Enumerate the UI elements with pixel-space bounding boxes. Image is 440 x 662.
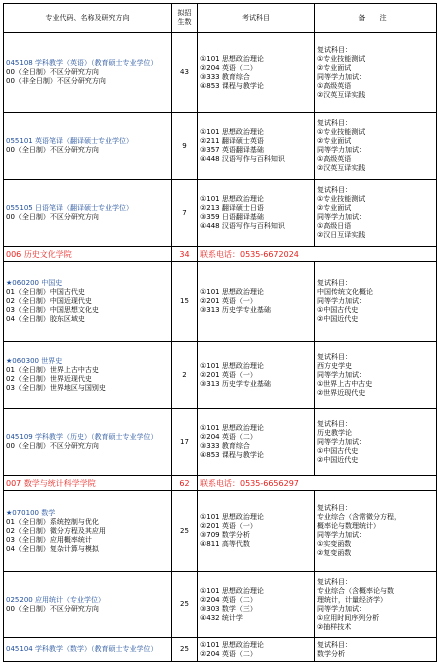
program-title: 055101 英语笔译（翻译硕士专业学位） bbox=[6, 137, 133, 145]
exam-line: ③333 教育综合 bbox=[200, 442, 250, 450]
note-line: 概率论与数理统计） bbox=[317, 522, 380, 530]
exam-line: ②204 英语（二） bbox=[200, 63, 257, 72]
note-line: ①专业技能测试 bbox=[317, 128, 366, 136]
exam-line: ③357 英语翻译基础 bbox=[200, 146, 264, 154]
table-row bbox=[4, 113, 437, 180]
section-row bbox=[4, 476, 437, 491]
exam-subjects bbox=[198, 491, 315, 572]
exam-line: ④448 汉语写作与百科知识 bbox=[200, 155, 285, 163]
exam-subjects bbox=[198, 409, 315, 476]
exam-line: ①101 思想政治理论 bbox=[200, 640, 264, 649]
exam-line: ①101 思想政治理论 bbox=[200, 195, 264, 203]
exam-line: ②201 英语（一） bbox=[200, 370, 257, 379]
note-line: 中国传统文化概论 bbox=[317, 288, 373, 296]
note-line: ②汉英互译实践 bbox=[317, 164, 366, 172]
program-cell bbox=[4, 572, 172, 638]
exam-line: ②211 翻译硕士英语 bbox=[200, 137, 264, 145]
exam-subjects bbox=[198, 33, 315, 113]
exam-line: ②201 英语（一） bbox=[200, 297, 257, 305]
exam-line: ④853 课程与教学论 bbox=[200, 81, 264, 90]
exam-line: ②204 英语（二） bbox=[200, 433, 257, 441]
enrollment-count: 15 bbox=[172, 262, 198, 342]
note-line: 复试科目： bbox=[317, 352, 352, 361]
program-cell bbox=[4, 409, 172, 476]
enrollment-count: 17 bbox=[172, 409, 198, 476]
enrollment-count: 25 bbox=[172, 491, 198, 572]
note-line: 复试科目： bbox=[317, 419, 352, 428]
program-title: 025200 应用统计（专业学位） bbox=[6, 595, 105, 604]
section-row bbox=[4, 247, 437, 262]
notes-cell bbox=[315, 342, 437, 409]
direction-line: 01（全日制）系统控制与优化 bbox=[6, 517, 99, 526]
note-line: ②中国近代史 bbox=[317, 455, 359, 464]
program-title: ★060200 中国史 bbox=[6, 279, 63, 287]
note-line: 同等学力加试： bbox=[317, 72, 366, 81]
section-contact: 联系电话：0535-6656297 bbox=[198, 476, 437, 491]
program-title: 055105 日语笔译（翻译硕士专业学位） bbox=[6, 204, 133, 212]
note-line: 复试科目： bbox=[317, 45, 352, 54]
note-line: ①高级英语 bbox=[317, 155, 352, 163]
exam-line: ③709 数学分析 bbox=[200, 531, 250, 539]
note-line: 数学分析 bbox=[317, 649, 345, 658]
program-cell bbox=[4, 342, 172, 409]
program-cell bbox=[4, 33, 172, 113]
program-title: 045108 学科教学（英语）（教育硕士专业学位） bbox=[6, 59, 158, 67]
header-count: 拟招 生数 bbox=[172, 4, 198, 33]
direction-line: 02（全日制）中国近现代史 bbox=[6, 297, 92, 305]
notes-cell bbox=[315, 262, 437, 342]
exam-subjects bbox=[198, 342, 315, 409]
notes-cell bbox=[315, 491, 437, 572]
direction-line: 00（非全日制）不区分研究方向 bbox=[6, 77, 106, 85]
program-cell bbox=[4, 113, 172, 180]
exam-line: ④811 高等代数 bbox=[200, 540, 250, 548]
exam-line: ③303 数学（三） bbox=[200, 604, 257, 613]
exam-line: ③313 历史学专业基础 bbox=[200, 379, 271, 388]
direction-line: 02（全日制）微分方程及其应用 bbox=[6, 526, 106, 535]
note-line: 同等学力加试： bbox=[317, 146, 366, 154]
exam-line: ①101 思想政治理论 bbox=[200, 424, 264, 432]
note-line: 同等学力加试： bbox=[317, 604, 366, 613]
program-title: ★070100 数学 bbox=[6, 508, 56, 517]
exam-line: ④448 汉语写作与百科知识 bbox=[200, 222, 285, 230]
program-title: 045104 学科教学（数学）（教育硕士专业学位） bbox=[6, 645, 158, 653]
note-line: ①实变函数 bbox=[317, 540, 352, 548]
note-line: 同等学力加试： bbox=[317, 437, 366, 446]
header-exams: 考试科目 bbox=[198, 4, 315, 33]
exam-line: ①101 思想政治理论 bbox=[200, 54, 264, 63]
notes-cell bbox=[315, 572, 437, 638]
note-line: ②专业面试 bbox=[317, 137, 352, 145]
enrollment-count: 2 bbox=[172, 342, 198, 409]
header-row bbox=[4, 4, 437, 33]
note-line: ②汉英互译实践 bbox=[317, 90, 366, 99]
program-title: 045109 学科教学（历史）（教育硕士专业学位） bbox=[6, 433, 158, 441]
exam-subjects bbox=[198, 262, 315, 342]
note-line: ②汉日互译实践 bbox=[317, 231, 366, 239]
exam-subjects bbox=[198, 113, 315, 180]
note-line: ①高级日语 bbox=[317, 222, 352, 230]
exam-line: ④432 统计学 bbox=[200, 613, 243, 622]
notes-cell bbox=[315, 638, 437, 662]
table-row bbox=[4, 342, 437, 409]
note-line: 西方史学史 bbox=[317, 361, 352, 370]
exam-line: ②213 翻译硕士日语 bbox=[200, 204, 264, 212]
exam-subjects bbox=[198, 638, 315, 662]
enrollment-count: 43 bbox=[172, 33, 198, 113]
direction-line: 00（全日制）不区分研究方向 bbox=[6, 442, 99, 450]
note-line: 复试科目： bbox=[317, 119, 352, 127]
note-line: ②复变函数 bbox=[317, 549, 352, 557]
direction-line: 04（全日制）胶东区域史 bbox=[6, 315, 85, 323]
enrollment-count: 25 bbox=[172, 638, 198, 662]
exam-line: ①101 思想政治理论 bbox=[200, 288, 264, 296]
header-major: 专业代码、名称及研究方向 bbox=[4, 4, 172, 33]
exam-line: ①101 思想政治理论 bbox=[200, 361, 264, 370]
direction-line: 03（全日制）应用概率统计 bbox=[6, 535, 92, 544]
note-line: 理统计，计量经济学） bbox=[317, 595, 387, 604]
exam-line: ③313 历史学专业基础 bbox=[200, 306, 271, 314]
exam-line: ②204 英语（二） bbox=[200, 649, 257, 658]
exam-line: ②204 英语（二） bbox=[200, 595, 257, 604]
note-line: ①专业技能测试 bbox=[317, 195, 366, 203]
program-cell bbox=[4, 638, 172, 662]
direction-line: 00（全日制）不区分研究方向 bbox=[6, 68, 99, 76]
notes-cell bbox=[315, 409, 437, 476]
direction-line: 00（全日制）不区分研究方向 bbox=[6, 213, 99, 221]
table-row bbox=[4, 262, 437, 342]
table-row bbox=[4, 491, 437, 572]
exam-line: ①101 思想政治理论 bbox=[200, 513, 264, 521]
direction-line: 01（全日制）中国古代史 bbox=[6, 288, 85, 296]
enrollment-count: 7 bbox=[172, 180, 198, 247]
section-title: 007 数学与统计科学学院 bbox=[4, 476, 172, 491]
note-line: ②专业面试 bbox=[317, 204, 352, 212]
direction-line: 01（全日制）世界上古中古史 bbox=[6, 366, 99, 374]
program-cell bbox=[4, 491, 172, 572]
note-line: ①中国古代史 bbox=[317, 446, 359, 455]
notes-cell bbox=[315, 113, 437, 180]
note-line: 复试科目： bbox=[317, 577, 352, 586]
direction-line: 00（全日制）不区分研究方向 bbox=[6, 604, 99, 613]
exam-line: ④853 课程与教学论 bbox=[200, 451, 264, 459]
direction-line: 03（全日制）世界地区与国别史 bbox=[6, 384, 106, 392]
direction-line: 00（全日制）不区分研究方向 bbox=[6, 146, 99, 154]
note-line: 复试科目： bbox=[317, 186, 352, 194]
exam-line: ①101 思想政治理论 bbox=[200, 128, 264, 136]
direction-line: 03（全日制）中国思想文化史 bbox=[6, 306, 99, 314]
note-line: ①应用时间序列分析 bbox=[317, 613, 380, 622]
note-line: ②抽样技术 bbox=[317, 622, 352, 631]
admissions-table bbox=[3, 3, 437, 662]
enrollment-count: 25 bbox=[172, 572, 198, 638]
note-line: 专业综合（含常微分方程， bbox=[317, 513, 401, 521]
direction-line: 04（全日制）复杂计算与模拟 bbox=[6, 544, 99, 553]
table-row bbox=[4, 33, 437, 113]
exam-line: ③359 日语翻译基础 bbox=[200, 213, 264, 221]
table-row bbox=[4, 409, 437, 476]
note-line: ②中国近代史 bbox=[317, 315, 359, 323]
note-line: ①高级英语 bbox=[317, 81, 352, 90]
notes-cell bbox=[315, 180, 437, 247]
section-contact: 联系电话：0535-6672024 bbox=[198, 247, 437, 262]
note-line: 同等学力加试： bbox=[317, 370, 366, 379]
note-line: 复试科目： bbox=[317, 279, 352, 287]
exam-subjects bbox=[198, 572, 315, 638]
section-title: 006 历史文化学院 bbox=[4, 247, 172, 262]
header-notes: 备 注 bbox=[315, 4, 437, 33]
exam-line: ①101 思想政治理论 bbox=[200, 586, 264, 595]
section-count: 62 bbox=[172, 476, 198, 491]
note-line: ①中国古代史 bbox=[317, 306, 359, 314]
section-count: 34 bbox=[172, 247, 198, 262]
note-line: 复试科目： bbox=[317, 640, 352, 649]
note-line: 同等学力加试： bbox=[317, 531, 366, 539]
exam-subjects bbox=[198, 180, 315, 247]
note-line: ②世界近现代史 bbox=[317, 388, 366, 397]
note-line: ①世界上古中古史 bbox=[317, 379, 373, 388]
enrollment-count: 9 bbox=[172, 113, 198, 180]
direction-line: 02（全日制）世界近现代史 bbox=[6, 375, 92, 383]
notes-cell bbox=[315, 33, 437, 113]
program-cell bbox=[4, 262, 172, 342]
program-cell bbox=[4, 180, 172, 247]
note-line: 同等学力加试： bbox=[317, 213, 366, 221]
note-line: ②专业面试 bbox=[317, 63, 352, 72]
program-title: ★060300 世界史 bbox=[6, 357, 63, 365]
exam-line: ②201 英语（一） bbox=[200, 522, 257, 530]
exam-line: ③333 教育综合 bbox=[200, 72, 250, 81]
table-row bbox=[4, 180, 437, 247]
table-row bbox=[4, 638, 437, 662]
note-line: 专业综合（含概率论与数 bbox=[317, 586, 394, 595]
note-line: 复试科目： bbox=[317, 504, 352, 512]
note-line: 历史教学论 bbox=[317, 428, 352, 437]
note-line: ①专业技能测试 bbox=[317, 54, 366, 63]
note-line: 同等学力加试： bbox=[317, 297, 366, 305]
table-row bbox=[4, 572, 437, 638]
